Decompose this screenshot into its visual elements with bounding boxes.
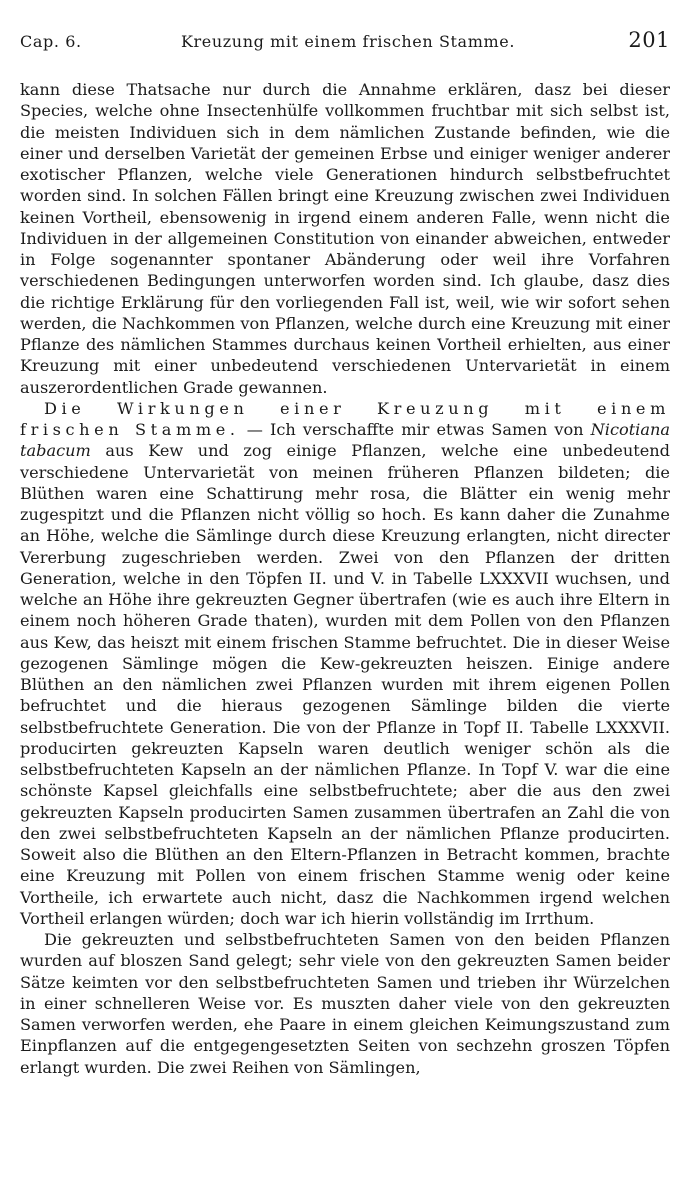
book-page xyxy=(20,30,670,1078)
paragraph-3: Die gekreuzten und selbstbefruchteten Samen von den beiden Pflanzen wurden auf bloszen Sand gelegt; sehr viele von den gekreuzten Samen beider Sätze keimten vor den selbstbefruchteten Samen und trieben ihr Würzelchen in einer schnelleren Weise vor. Es muszten daher viele von den gekreuzten Samen verworfen werden, ehe Paare in einem gleichen Keimungszustand zum Einpflanzen auf die entgegengesetzten Seiten von sechzehn groszen Töpfen erlangt wurden. Die zwei Reihen von Sämlingen, xyxy=(20,930,670,1077)
paragraph-2-intro: — Ich verschaffte mir etwas Samen von xyxy=(239,420,591,439)
paragraph-2-body: aus Kew und zog einige Pflanzen, welche eine unbedeutend verschiedene Untervarietät von meinen früheren Pflanzen bildeten; die Blüthen waren eine Schattirung mehr rosa, die Blätter ein wenig mehr zugespitzt und die Pflanzen nicht völlig so hoch. Es kann daher die Zunahme an Höhe, welche die Sämlinge durch diese Kreuzung erlangten, nicht directer Vererbung zugeschrieben werden. Zwei von den Pflanzen der dritten Generation, welche in den Töpfen II. und V. in Tabelle LXXXVII wuchsen, und welche an Höhe ihre gekreuzten Gegner übertrafen (wie es auch ihre Eltern in einem noch höheren Grade thaten), wurden mit dem Pollen von den Pflanzen aus Kew, das heiszt mit einem frischen Stamme befruchtet. Die in dieser Weise gezogenen Sämlinge mögen die Kew-gekreuzten heiszen. Einige andere Blüthen an den nämlichen zwei Pflanzen wurden mit ihrem eigenen Pollen befruchtet und die hieraus gezogenen Sämlinge bilden die vierte selbstbefruchtete Generation. Die von der Pflanze in Topf II. Tabelle LXXXVII. producirten gekreuzten Kapseln waren deutlich weniger schön als die selbstbefruchteten Kapseln an der nämlichen Pflanze. In Topf V. war die eine schönste Kapsel gleichfalls eine selbstbefruchtete; aber die aus den zwei gekreuzten Kapseln producirten Samen zusammen übertrafen an Zahl die von den zwei selbstbefruchteten Kapseln an der nämlichen Pflanze producirten. Soweit also die Blüthen an den Eltern-Pflanzen in Betracht kommen, brachte eine Kreuzung mit Pollen von einem frischen Stamme wenig oder keine Vortheile, ich erwartete auch nicht, dasz die Nachkommen irgend welchen Vortheil erlangen würden; doch war ich hierin vollständig im Irrthum. xyxy=(20,441,670,928)
paragraph-1: kann diese Thatsache nur durch die Annahme erklären, dasz bei dieser Species, welche ohne Insectenhülfe vollkommen fruchtbar mit sich selbst ist, die meisten Individuen sich in dem nämlichen Zustande befinden, wie die einer und derselben Varietät der gemeinen Erbse und einiger weniger anderer exotischer Pflanzen, welche viele Generationen hindurch selbstbefruchtet worden sind. In solchen Fällen bringt eine Kreuzung zwischen zwei Individuen keinen Vortheil, ebensowenig in irgend einem anderen Falle, wenn nicht die Individuen in der allgemeinen Constitution von einander abweichen, entweder in Folge sogenannter spontaner Abänderung oder weil ihre Vorfahren verschiedenen Bedingungen unterworfen worden sind. Ich glaube, dasz dies die richtige Erklärung für den vorliegenden Fall ist, weil, wie wir sofort sehen werden, die Nachkommen von Pflanzen, welche durch eine Kreuzung mit einer Pflanze des nämlichen Stammes durchaus keinen Vortheil erhielten, aus einer Kreuzung mit einer unbedeutend verschiedenen Untervarietät in einem auszerordentlichen Grade gewannen. xyxy=(20,80,670,397)
running-title: Kreuzung mit einem frischen Stamme. xyxy=(180,32,515,51)
section-heading: Die Wirkungen einer Kreuzung mit einem frischen Stamme. xyxy=(20,398,670,439)
running-header xyxy=(20,30,670,58)
body-text xyxy=(20,79,670,1078)
species-name: Nicotiana tabacum xyxy=(20,420,670,461)
chapter-label: Cap. 6. xyxy=(20,32,82,51)
page-number: 201 xyxy=(628,28,670,52)
paragraph-2 xyxy=(20,398,670,929)
